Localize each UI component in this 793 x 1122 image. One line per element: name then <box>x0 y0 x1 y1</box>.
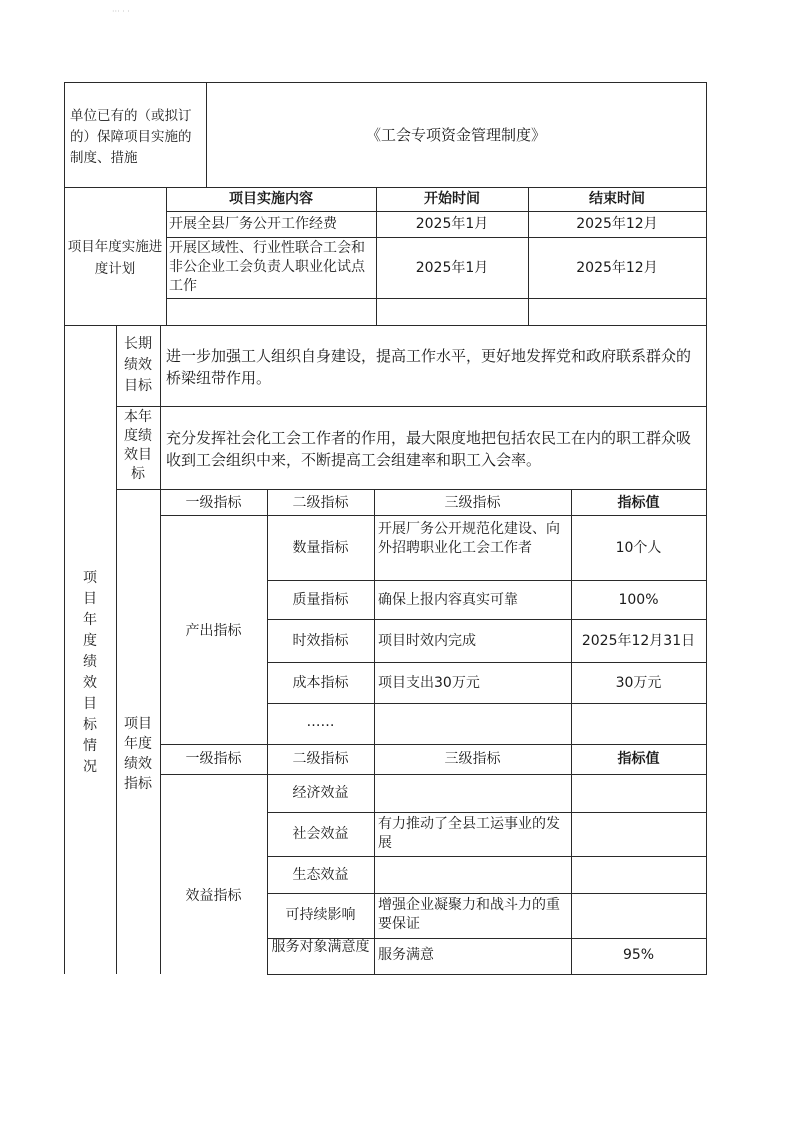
row-line <box>160 774 707 775</box>
indicator-header-level3: 三级指标 <box>444 495 501 511</box>
schedule-row-start: 2025年1月 <box>415 216 489 232</box>
table-border-right <box>706 82 707 974</box>
output-level3: 开展厂务公开规范化建设、向外招聘职业化工会工作者 <box>378 521 560 556</box>
output-level2: …… <box>306 714 335 730</box>
schedule-header-start: 开始时间 <box>424 191 480 207</box>
row-line <box>267 703 707 704</box>
schedule-row-end: 2025年12月 <box>576 216 658 232</box>
goals-section-label: 项目年度绩效目标情况 <box>83 570 97 775</box>
row-line <box>116 489 707 490</box>
table-border-left <box>64 82 65 974</box>
schedule-header-end: 结束时间 <box>589 191 645 207</box>
schedule-row-start: 2025年1月 <box>415 260 489 276</box>
indicator-header-level1: 一级指标 <box>185 751 242 767</box>
row-line <box>166 211 707 212</box>
col-line <box>571 489 572 974</box>
output-level2: 数量指标 <box>292 540 349 556</box>
output-level3: 项目支出30万元 <box>378 675 480 691</box>
output-level2: 时效指标 <box>292 633 349 649</box>
row-line <box>267 856 707 857</box>
schedule-label: 项目年度实施进度计划 <box>67 239 163 277</box>
indicator-header-value: 指标值 <box>617 495 660 511</box>
output-level3: 确保上报内容真实可靠 <box>378 592 518 608</box>
annual-label: 本年度绩效目标 <box>124 409 152 482</box>
row-line <box>64 187 707 188</box>
output-level2: 质量指标 <box>292 592 349 608</box>
long-term-label: 长期绩效目标 <box>124 336 152 394</box>
schedule-row-end: 2025年12月 <box>576 260 658 276</box>
col-line <box>374 489 375 974</box>
output-value: 100% <box>618 592 659 608</box>
benefit-level2: 可持续影响 <box>285 907 356 923</box>
benefit-value: 95% <box>622 947 655 963</box>
indicator-header-level2: 二级指标 <box>292 495 349 511</box>
output-value: 10个人 <box>615 540 662 556</box>
row-line <box>267 619 707 620</box>
indicator-header-level1: 一级指标 <box>185 495 242 511</box>
system-label: 单位已有的（或拟订的）保障项目实施的制度、措施 <box>70 108 192 166</box>
row-line <box>267 812 707 813</box>
output-value: 30万元 <box>615 675 662 691</box>
output-value: 2025年12月31日 <box>581 633 696 649</box>
row-line <box>166 237 707 238</box>
schedule-row-content: 开展区域性、行业性联合工会和非公企业工会负责人职业化试点工作 <box>169 240 365 294</box>
row-line <box>267 580 707 581</box>
long-term-text: 进一步加强工人组织自身建设，提高工作水平，更好地发挥党和政府联系群众的桥梁纽带作用。 <box>166 347 692 387</box>
row-line <box>116 406 707 407</box>
indicator-header-level2: 二级指标 <box>292 751 349 767</box>
row-line <box>267 974 707 975</box>
row-line <box>267 893 707 894</box>
row-line <box>160 515 707 516</box>
benefit-level2: 经济效益 <box>292 785 349 801</box>
schedule-header-content: 项目实施内容 <box>229 191 313 207</box>
benefit-level2: 生态效益 <box>292 867 349 883</box>
schedule-row-content: 开展全县厂务公开工作经费 <box>169 216 337 232</box>
benefit-level3: 有力推动了全县工运事业的发展 <box>378 816 560 851</box>
benefit-level3: 增强企业凝聚力和战斗力的重要保证 <box>378 897 560 932</box>
col-line <box>160 325 161 974</box>
row-line <box>267 662 707 663</box>
output-level2: 成本指标 <box>292 675 349 691</box>
row-line <box>160 744 707 745</box>
benefit-level1: 效益指标 <box>185 888 242 904</box>
table-border-top <box>64 82 707 83</box>
system-content: 《工会专项资金管理制度》 <box>365 126 546 144</box>
output-level1: 产出指标 <box>185 623 242 639</box>
indicator-header-level3: 三级指标 <box>444 751 501 767</box>
indicator-header-value: 指标值 <box>617 751 660 767</box>
indicator-label: 项目年度绩效指标 <box>124 716 152 792</box>
benefit-level3: 服务满意 <box>378 947 434 963</box>
header-mark: ··· · · <box>112 7 130 16</box>
benefit-level2: 服务对象满意度 <box>271 939 370 955</box>
row-line <box>166 298 707 299</box>
annual-text: 充分发挥社会化工会工作者的作用，最大限度地把包括农民工在内的职工群众吸收到工会组织中来，不断提高工会组建率和职工入会率。 <box>166 429 692 469</box>
benefit-level2: 社会效益 <box>292 826 349 842</box>
col-line <box>116 325 117 974</box>
output-level3: 项目时效内完成 <box>378 633 476 649</box>
